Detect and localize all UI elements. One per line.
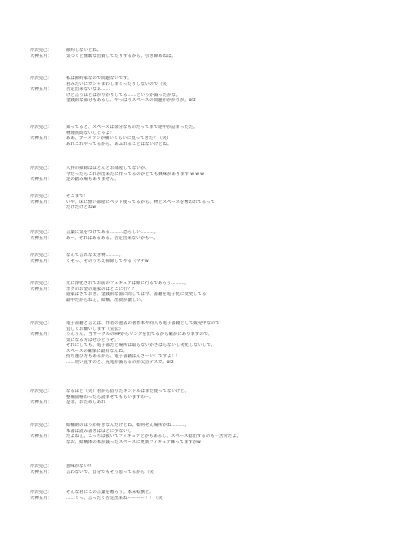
speaker-name: 芹沢克己： [30, 281, 52, 286]
dialogue-text: なんて言れな太き物………。 [66, 253, 124, 258]
dialogue-block [30, 253, 375, 264]
dialogue-text: 私は節約家なので問題ないです。 [66, 76, 132, 81]
dialogue-text: 言葉に気をつけてある………恐ろしい………。 [66, 230, 159, 235]
speaker-name: 芹沢克己： [30, 166, 52, 171]
speaker-name: 芹沢克己： [30, 194, 52, 199]
dialogue-line [30, 440, 375, 446]
speaker-name: 大神五月： [30, 286, 52, 292]
dialogue-text: 電子書籍と言えば、作者の過去の著作本や同人も電子書籍として販売中なので [66, 321, 220, 326]
dialogue-text: それにしても、電子部だと場所は取らないかさばらないし劣化しないしで、 [66, 343, 216, 348]
dialogue-text: 最中だからねぇ。結構、出費が激しい。 [66, 297, 146, 303]
dialogue-line [30, 236, 375, 242]
dialogue-block [30, 230, 375, 241]
dialogue-block [30, 125, 375, 147]
dialogue-text: ああ、ブーメランが痛いくらいに見ってきた？（笑） [66, 136, 171, 141]
speaker-name: 大神五月： [30, 177, 52, 182]
dialogue-text: 整備資格わったら読ませてもらいますわー。 [66, 394, 154, 400]
dialogue-text: 金銭的な部分もあるし、やっぱりスペースの問題がかがりが。orz [66, 98, 196, 103]
dialogue-block [30, 76, 375, 104]
dialogue-text: なお、結構体の本が減ったスペースに更新フィギュア飾ってますがw [66, 439, 201, 445]
dialogue-text: そんな君にこの言葉を贈ろう。本末転倒と。 [66, 490, 154, 495]
dialogue-text: 君みたいにガシャまわしまくったりしないので（笑 [66, 81, 167, 87]
dialogue-block [30, 194, 375, 211]
dialogue-text: なるほど（笑）君から借りたキンドルはまだ使ってないけど、 [66, 389, 189, 394]
dialogue-text: ……くっ、言ったく否定出来ねーーーー！！（笑 [66, 495, 163, 501]
speaker-name: 芹沢克己： [30, 490, 52, 495]
dialogue-text: 元に浄化されてお前のフュギュアは帰に行るであろう………。 [66, 281, 189, 286]
dialogue-block [30, 166, 375, 183]
dialogue-line [30, 298, 375, 304]
speaker-name: 大神五月： [30, 235, 52, 241]
dialogue-text: 気になる方はぜひどうぞ。 [66, 337, 119, 343]
dialogue-text: くそっ、そのうちえ掃除してやる（マチw [66, 258, 149, 264]
speaker-name: 大神五月： [30, 136, 52, 141]
speaker-name: 芹沢克己： [30, 230, 52, 235]
dialogue-block [30, 389, 375, 406]
dialogue-text: 本書は読み書きはほどに少ないし [66, 428, 132, 434]
speaker-name: 大神五月： [30, 87, 52, 92]
dialogue-text: ……買い直すのと、充電が減らるのが欠点デスガ。orz [66, 359, 174, 365]
speaker-name: 芹沢克己： [30, 464, 52, 469]
dialogue-block [30, 464, 375, 475]
dialogue-line [30, 470, 375, 476]
dialogue-text: 結構財のほうが好きなんだけどね。如何せん場所がね………。 [66, 423, 189, 428]
dialogue-text: 道家はさておき、金銭的な面に問しては今、書籍を電子化に変更してる [66, 292, 207, 297]
dialogue-text: 知ってると、スペースは余分なものだってまで途中が詰まったた。 [66, 125, 198, 130]
speaker-name: 芹沢克己： [30, 389, 52, 394]
dialogue-text: 否定出来ないなぁ…… [66, 87, 110, 92]
speaker-name: 大神五月： [30, 258, 52, 264]
speaker-name: 芹沢克己： [30, 48, 52, 53]
speaker-name: 芹沢克己： [30, 321, 52, 326]
dialogue-text: あー、それはあるある。否定出来ないかもー。 [66, 235, 158, 241]
dialogue-block [30, 281, 375, 303]
dialogue-block [30, 423, 375, 445]
dialogue-text: 今だったらこれが出来たに作ってるのかとても興味があります w w w [66, 171, 204, 177]
dialogue-text: あれこれやってるから、あふれることはないけどね。 [66, 141, 172, 147]
dialogue-line [30, 98, 375, 104]
dialogue-line [30, 142, 375, 148]
dialogue-text: うんうん、当サークルのHPからリンクを出てるから確かにありますので、 [66, 332, 213, 337]
speaker-name: 大神五月： [30, 199, 52, 205]
dialogue-block [30, 490, 375, 501]
dialogue-block [30, 321, 375, 365]
dialogue-line [30, 205, 375, 211]
speaker-name: 芹沢克己： [30, 125, 52, 130]
speaker-name: 芹沢克己： [30, 76, 52, 81]
speaker-name: 芹沢克己： [30, 423, 52, 428]
dialogue-line [30, 259, 375, 265]
speaker-name: 大神五月： [30, 495, 52, 501]
speaker-name: 大神五月： [30, 469, 52, 475]
dialogue-text: いや、床に無い部屋にベッド使ってるから、物とスペースを奪われてるって [66, 199, 215, 205]
speaker-name: 芹沢克己： [30, 253, 52, 258]
dialogue-text: 足の踏み場もありません。 [66, 177, 119, 182]
dialogue-line [30, 400, 375, 406]
dialogue-line [30, 360, 375, 366]
dialogue-text: スペースの確保に最有なんね。 [66, 348, 128, 354]
dialogue-text: だよねぇ。こっちは抜いてフィギュアとかもあるし、スペース捻出するのも一苦労だよ。 [66, 434, 241, 439]
dialogue-text: けど言うほどはがりがりしてる……というか減ったかな。 [66, 92, 181, 98]
speaker-name: 大神五月： [30, 332, 52, 337]
dialogue-line [30, 177, 375, 183]
dialogue-text: ボクのお金の道家のはどこに行？？ [66, 286, 137, 292]
dialogue-text: 物理質問ないしじゃよ！ [66, 130, 115, 136]
dialogue-text: そこまで！ [66, 194, 88, 199]
dialogue-text: 人件の掃除はほとんどお部屋してないが、 [66, 166, 150, 171]
dialogue-text: 気づくと無駄な出費してたりするから、引き締めねば。 [66, 53, 176, 59]
speaker-name: 大神五月： [30, 400, 52, 405]
dialogue-text: 言わないで、自分でもそう思ってるから（笑 [66, 469, 154, 475]
dialogue-text: 是非、おためしあれ [66, 400, 106, 405]
speaker-name: 大神五月： [30, 434, 52, 439]
dialogue-block [30, 48, 375, 59]
dialogue-line [30, 496, 375, 502]
dialogue-text: だけだけどねw [66, 205, 96, 210]
dialogue-text: 宜しくお願いします（宣伝） [66, 326, 124, 332]
dialogue-text: 意味がない!! [66, 464, 92, 469]
speaker-name: 大神五月： [30, 53, 52, 59]
dialogue-text: 節約しないとね。 [66, 48, 102, 53]
dialogue-line [30, 54, 375, 60]
dialogue-text: 持ち運び方もあるから、電子書籍ばんざーい！ですよ！！ [66, 354, 181, 359]
